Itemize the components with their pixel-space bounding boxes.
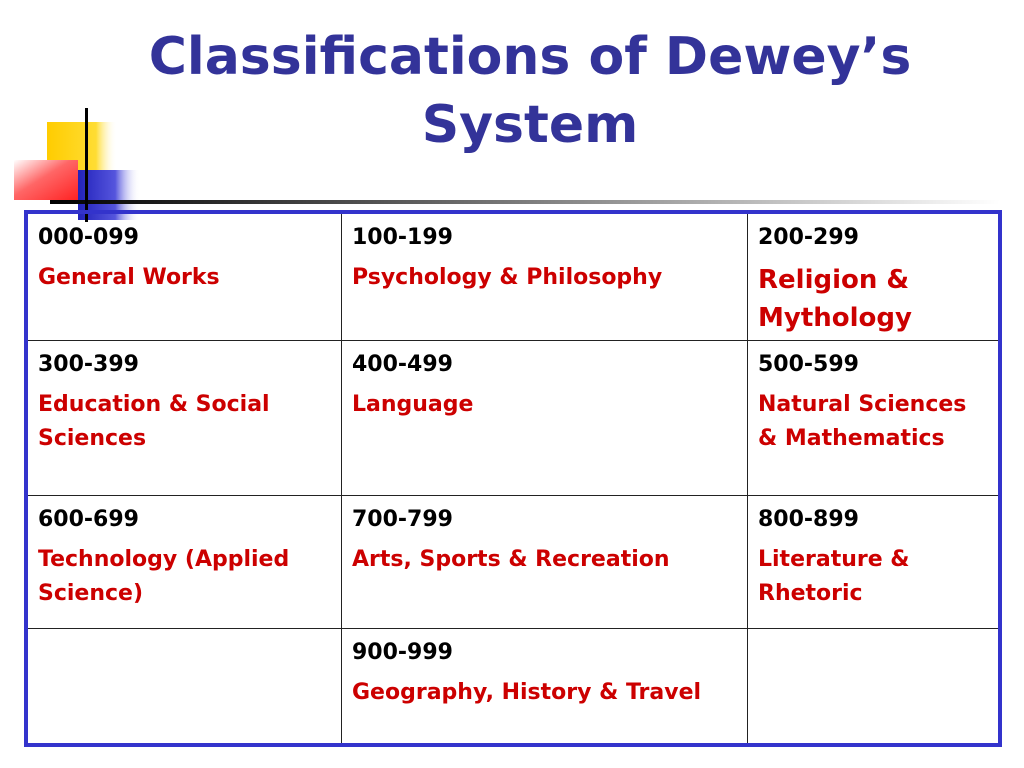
class-range: 300-399 bbox=[38, 352, 139, 377]
class-subject: Literature & Rhetoric bbox=[758, 546, 910, 606]
class-subject: Education & Social Sciences bbox=[38, 391, 270, 451]
class-range: 500-599 bbox=[758, 352, 859, 377]
class-range: 600-699 bbox=[38, 507, 139, 532]
class-subject: Geography, History & Travel bbox=[352, 679, 702, 705]
table-cell-700-799 bbox=[342, 496, 748, 629]
deco-horizontal-rule bbox=[50, 200, 1000, 204]
table-cell-100-199 bbox=[342, 214, 748, 341]
class-subject: Psychology & Philosophy bbox=[352, 264, 663, 290]
class-range: 800-899 bbox=[758, 507, 859, 532]
table-cell-500-599 bbox=[748, 341, 998, 496]
class-subject: Language bbox=[352, 391, 474, 417]
slide-title-line-1: Classifications of Dewey’s bbox=[148, 27, 912, 87]
class-range: 200-299 bbox=[758, 225, 859, 250]
class-range: 900-999 bbox=[352, 640, 453, 665]
class-subject: Technology (Applied Science) bbox=[38, 546, 290, 606]
class-subject: Natural Sciences & Mathematics bbox=[758, 391, 967, 451]
table-cell-600-699 bbox=[28, 496, 342, 629]
deco-red-square bbox=[14, 160, 78, 200]
class-range: 400-499 bbox=[352, 352, 453, 377]
slide-title bbox=[80, 24, 980, 159]
table-cell-800-899 bbox=[748, 496, 998, 629]
table-cell-900-999 bbox=[342, 629, 748, 743]
dewey-classification-table bbox=[24, 210, 1002, 747]
class-subject: General Works bbox=[38, 264, 220, 290]
slide-title-line-2: System bbox=[421, 94, 639, 155]
table-cell-empty-left bbox=[28, 629, 342, 743]
class-range: 700-799 bbox=[352, 507, 453, 532]
class-range: 100-199 bbox=[352, 225, 453, 250]
table-cell-400-499 bbox=[342, 341, 748, 496]
class-subject: Arts, Sports & Recreation bbox=[352, 546, 670, 572]
class-subject: Religion & Mythology bbox=[758, 264, 912, 333]
table-cell-000-099 bbox=[28, 214, 342, 341]
table-cell-200-299 bbox=[748, 214, 998, 341]
class-range: 000-099 bbox=[38, 225, 139, 250]
table-cell-300-399 bbox=[28, 341, 342, 496]
table-cell-empty-right bbox=[748, 629, 998, 743]
